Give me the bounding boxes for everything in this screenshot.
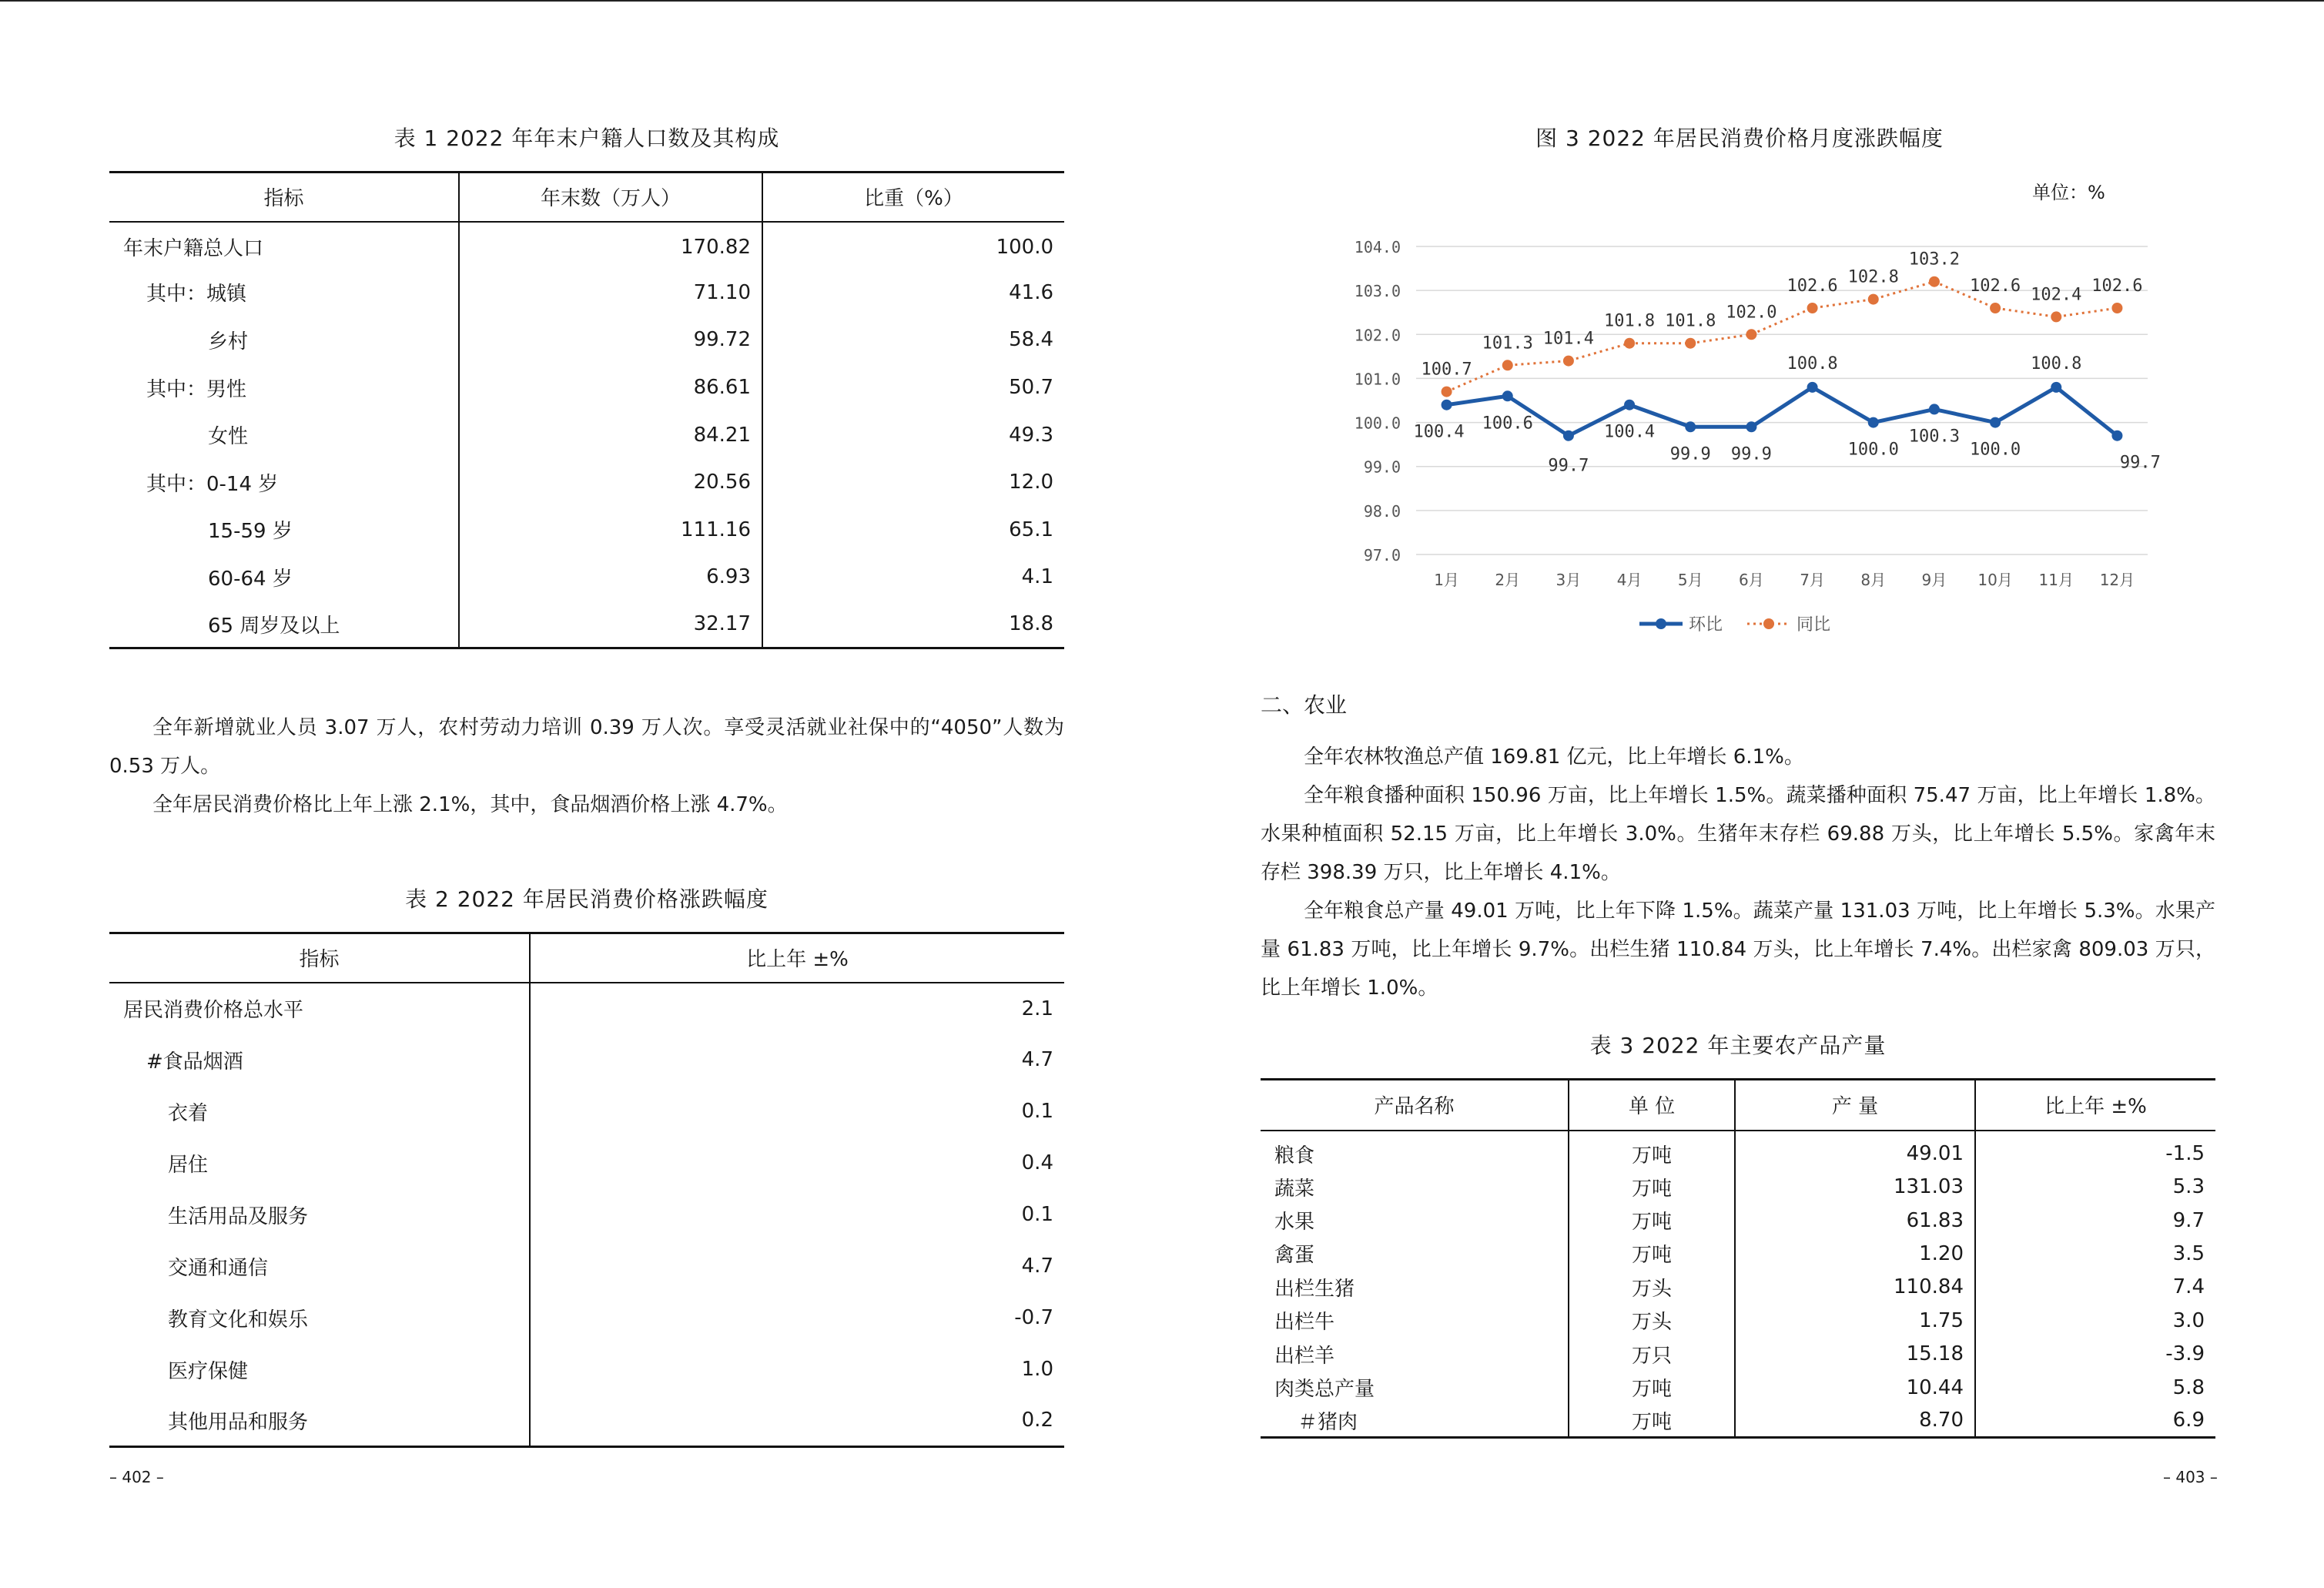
data-point [1502, 390, 1513, 401]
table-row [109, 222, 1064, 270]
row-output: 61.83 [1735, 1204, 1975, 1237]
table-row [109, 554, 1064, 601]
data-point [1442, 400, 1452, 410]
data-point [1807, 382, 1818, 393]
legend-marker [1763, 618, 1774, 629]
table-row [1261, 1131, 2215, 1171]
row-share: 50.7 [762, 363, 1064, 411]
row-label: 乡村 [208, 330, 249, 353]
legend-marker [1656, 618, 1666, 629]
row-unit: 万吨 [1569, 1171, 1735, 1204]
row-label: #食品烟酒 [146, 1050, 243, 1074]
section-title-agriculture: 二、农业 [1261, 692, 1348, 718]
row-share: 41.6 [762, 269, 1064, 317]
table3-header-output: 产 量 [1735, 1080, 1975, 1131]
data-label: 99.7 [2119, 453, 2161, 473]
table-row [109, 601, 1064, 648]
paragraph: 全年新增就业人员 3.07 万人，农村劳动力培训 0.39 万人次。享受灵活就业社保中的“4050”人数为 0.53 万人。 [109, 716, 1064, 778]
table-row [109, 1189, 1064, 1241]
table-row [109, 269, 1064, 317]
table-row [1261, 1337, 2215, 1370]
table2-caption: 表 2 2022 年居民消费价格涨跌幅度 [405, 886, 769, 912]
row-count: 6.93 [459, 554, 762, 601]
y-tick-label: 104.0 [1354, 238, 1401, 256]
data-label: 100.4 [1413, 422, 1465, 442]
data-label: 101.8 [1603, 311, 1656, 331]
row-change: -3.9 [1975, 1337, 2215, 1370]
row-share: 100.0 [762, 222, 1064, 270]
row-label: 生活用品及服务 [168, 1204, 309, 1228]
x-tick-label: 6月 [1739, 571, 1764, 589]
data-point [1990, 417, 2001, 428]
table-row [109, 363, 1064, 411]
right-paragraphs [1261, 738, 2215, 1007]
data-point [1807, 303, 1818, 313]
row-output: 131.03 [1735, 1171, 1975, 1204]
table1-header-count: 年末数（万人） [459, 173, 762, 222]
row-count: 32.17 [459, 601, 762, 648]
row-value: 0.4 [530, 1137, 1064, 1189]
row-name: 出栏羊 [1274, 1344, 1335, 1368]
row-change: 7.4 [1975, 1271, 2215, 1304]
y-tick-label: 100.0 [1354, 414, 1401, 433]
data-label: 102.6 [1787, 276, 1838, 296]
table-row [1261, 1271, 2215, 1304]
data-point [1685, 338, 1696, 349]
row-unit: 万头 [1569, 1271, 1735, 1304]
table-row [1261, 1171, 2215, 1204]
data-label: 100.6 [1482, 414, 1533, 434]
table-row [109, 1137, 1064, 1189]
row-share: 65.1 [762, 506, 1064, 554]
y-tick-label: 102.0 [1354, 326, 1401, 345]
data-label: 100.8 [1787, 353, 1838, 374]
table1-header-indicator: 指标 [109, 173, 459, 222]
row-name: 出栏生猪 [1274, 1277, 1355, 1301]
row-unit: 万吨 [1569, 1131, 1735, 1171]
row-value: 1.0 [530, 1344, 1064, 1395]
row-count: 86.61 [459, 363, 762, 411]
x-tick-label: 1月 [1434, 571, 1459, 589]
data-label: 102.0 [1726, 303, 1777, 323]
x-tick-label: 4月 [1616, 571, 1643, 589]
data-point [1563, 431, 1574, 441]
x-tick-label: 5月 [1677, 571, 1703, 589]
row-label: 其中：男性 [146, 377, 247, 401]
cpi-monthly-chart [1331, 169, 2178, 632]
row-change: 5.8 [1975, 1371, 2215, 1404]
data-point [1746, 421, 1756, 432]
table-row [109, 983, 1064, 1034]
table-row [109, 1344, 1064, 1395]
row-label: 教育文化和娱乐 [168, 1308, 309, 1332]
data-point [1868, 417, 1879, 428]
paragraph: 全年粮食总产量 49.01 万吨，比上年下降 1.5%。蔬菜产量 131.03 万吨，比上年增长 5.3%。水果产量 61.83 万吨，比上年增长 9.7%。出栏生猪 110.84 万头，比上年增长 7.4%。出栏家禽 809.03 万只，比上年增长 1.0%。 [1261, 900, 2215, 1000]
data-label: 100.7 [1421, 360, 1472, 380]
row-unit: 万吨 [1569, 1404, 1735, 1437]
left-paragraphs [109, 709, 1064, 824]
row-label: 衣着 [168, 1101, 209, 1125]
row-label: 其他用品和服务 [109, 1395, 530, 1447]
data-label: 100.4 [1603, 422, 1656, 442]
row-unit: 万头 [1569, 1304, 1735, 1337]
data-point [1502, 360, 1513, 370]
data-label: 100.8 [2031, 353, 2082, 374]
row-label: 年末户籍总人口 [123, 237, 264, 261]
row-change: -1.5 [1975, 1131, 2215, 1171]
row-label: 医疗保健 [168, 1359, 249, 1383]
row-share: 4.1 [762, 554, 1064, 601]
row-change: 6.9 [1975, 1404, 2215, 1437]
row-name: 肉类总产量 [1274, 1378, 1375, 1402]
page-number-right: – 403 – [2163, 1468, 2218, 1486]
data-label: 102.8 [1847, 267, 1899, 287]
table-row [109, 411, 1064, 459]
table2-header-indicator: 指标 [109, 933, 530, 983]
row-count: 99.72 [459, 317, 762, 364]
row-label: 交通和通信 [168, 1256, 269, 1280]
y-tick-label: 103.0 [1354, 282, 1401, 301]
data-point [1563, 356, 1574, 367]
x-tick-label: 12月 [2099, 571, 2135, 589]
cpi-table [109, 932, 1064, 1448]
population-table [109, 171, 1064, 649]
data-point [1929, 276, 1940, 287]
row-label: 居民消费价格总水平 [123, 999, 304, 1022]
table1-caption: 表 1 2022 年年末户籍人口数及其构成 [393, 126, 780, 151]
row-count: 84.21 [459, 411, 762, 459]
row-unit: 万吨 [1569, 1204, 1735, 1237]
table3-header-change: 比上年 ±% [1975, 1080, 2215, 1131]
row-name: 禽蛋 [1274, 1244, 1315, 1268]
x-tick-label: 2月 [1495, 571, 1521, 589]
row-unit: 万吨 [1569, 1237, 1735, 1270]
table-row [109, 1395, 1064, 1447]
data-label: 99.7 [1548, 456, 1589, 476]
row-change: 5.3 [1975, 1171, 2215, 1204]
data-label: 99.9 [1730, 444, 1772, 464]
table-row [109, 1292, 1064, 1344]
row-label: 65 周岁及以上 [109, 601, 459, 648]
row-value: -0.7 [530, 1292, 1064, 1344]
data-label: 99.9 [1669, 444, 1711, 464]
legend-label: 环比 [1689, 615, 1723, 632]
data-point [1929, 404, 1940, 414]
row-unit: 万只 [1569, 1337, 1735, 1370]
table-row [109, 506, 1064, 554]
row-unit: 万吨 [1569, 1371, 1735, 1404]
chart-unit-label: 单位：% [2032, 182, 2105, 203]
table-row [1261, 1404, 2215, 1437]
table-row [109, 317, 1064, 364]
table1-header-share: 比重（%） [762, 173, 1064, 222]
x-tick-label: 9月 [1921, 571, 1947, 589]
y-tick-label: 99.0 [1363, 457, 1401, 477]
row-name: 蔬菜 [1274, 1177, 1315, 1201]
table-row [109, 1241, 1064, 1292]
row-share: 49.3 [762, 411, 1064, 459]
legend-label: 同比 [1797, 615, 1831, 632]
row-label: 女性 [208, 425, 249, 449]
row-label: 60-64 岁 [208, 567, 293, 591]
row-output: 1.75 [1735, 1304, 1975, 1337]
row-count: 170.82 [459, 222, 762, 270]
row-output: 10.44 [1735, 1371, 1975, 1404]
data-label: 103.2 [1908, 250, 1961, 270]
data-label: 101.3 [1482, 333, 1533, 353]
row-output: 110.84 [1735, 1271, 1975, 1304]
paragraph: 全年农林牧渔总产值 169.81 亿元，比上年增长 6.1%。 [1304, 745, 1804, 769]
row-count: 71.10 [459, 269, 762, 317]
row-share: 58.4 [762, 317, 1064, 364]
data-point [1624, 400, 1635, 410]
chart-svg [1331, 169, 2178, 632]
data-label: 102.6 [1969, 276, 2021, 296]
y-tick-label: 98.0 [1363, 501, 1401, 521]
x-tick-label: 11月 [2038, 571, 2074, 589]
row-change: 9.7 [1975, 1204, 2215, 1237]
row-share: 12.0 [762, 458, 1064, 506]
row-count: 111.16 [459, 506, 762, 554]
page-right [1162, 0, 2324, 1588]
chart-caption: 图 3 2022 年居民消费价格月度涨跌幅度 [1535, 126, 1944, 151]
table-row [1261, 1237, 2215, 1270]
x-tick-label: 8月 [1860, 571, 1887, 589]
data-point [1868, 294, 1879, 305]
data-point [1442, 387, 1452, 397]
data-point [2111, 431, 2122, 441]
data-label: 101.4 [1542, 329, 1595, 349]
row-value: 0.2 [530, 1395, 1064, 1447]
paragraph: 全年居民消费价格比上年上涨 2.1%，其中，食品烟酒价格上涨 4.7%。 [152, 793, 788, 816]
row-change: 3.5 [1975, 1237, 2215, 1270]
row-output: 8.70 [1735, 1404, 1975, 1437]
series-line-mom [1447, 387, 2118, 436]
row-label: 其中：0-14 岁 [146, 472, 279, 496]
data-label: 100.3 [1908, 427, 1961, 447]
data-point [2111, 303, 2122, 313]
row-label: 居住 [168, 1153, 209, 1177]
data-label: 100.0 [1847, 440, 1899, 460]
x-tick-label: 3月 [1555, 571, 1582, 589]
row-value: 0.1 [530, 1189, 1064, 1241]
row-output: 1.20 [1735, 1237, 1975, 1270]
data-label: 102.6 [2091, 276, 2143, 296]
x-tick-label: 10月 [1977, 571, 2013, 589]
table-row [1261, 1371, 2215, 1404]
row-name: 出栏牛 [1274, 1311, 1335, 1335]
x-tick-label: 7月 [1800, 571, 1825, 589]
y-tick-label: 97.0 [1363, 546, 1401, 565]
row-value: 0.1 [530, 1086, 1064, 1137]
table-row [109, 1086, 1064, 1137]
row-name: ＃猪肉 [1261, 1404, 1569, 1437]
row-value: 4.7 [530, 1241, 1064, 1292]
data-label: 102.4 [2031, 285, 2082, 305]
data-label: 101.8 [1665, 311, 1716, 331]
table-row [109, 1034, 1064, 1086]
row-output: 15.18 [1735, 1337, 1975, 1370]
data-point [1990, 303, 2001, 313]
table3-header-name: 产品名称 [1261, 1080, 1569, 1131]
row-value: 2.1 [530, 983, 1064, 1034]
table3-caption: 表 3 2022 年主要农产品产量 [1589, 1033, 1887, 1058]
paragraph: 全年粮食播种面积 150.96 万亩，比上年增长 1.5%。蔬菜播种面积 75.47 万亩，比上年增长 1.8%。水果种植面积 52.15 万亩，比上年增长 3.0%。生猪年末存栏 69.88 万头，比上年增长 5.5%。家禽年末存栏 398.39 万只，比上年增长 4.1%。 [1261, 784, 2215, 884]
row-output: 49.01 [1735, 1131, 1975, 1171]
table3-header-unit: 单 位 [1569, 1080, 1735, 1131]
data-point [2051, 311, 2061, 322]
table2-header-change: 比上年 ±% [530, 933, 1064, 983]
row-label: 15-59 岁 [208, 520, 293, 544]
data-point [1746, 329, 1756, 340]
data-point [1624, 338, 1635, 349]
table-row [1261, 1304, 2215, 1337]
row-name: 粮食 [1274, 1144, 1315, 1168]
row-count: 20.56 [459, 458, 762, 506]
row-value: 4.7 [530, 1034, 1064, 1086]
data-label: 100.0 [1969, 440, 2021, 460]
row-change: 3.0 [1975, 1304, 2215, 1337]
row-label: 其中：城镇 [146, 283, 247, 307]
table-row [109, 458, 1064, 506]
page-number-left: – 402 – [109, 1468, 164, 1486]
data-point [2051, 382, 2061, 393]
y-tick-label: 101.0 [1354, 370, 1401, 389]
agri-products-table [1261, 1078, 2215, 1439]
row-name: 水果 [1274, 1211, 1315, 1235]
row-share: 18.8 [762, 601, 1064, 648]
table-row [1261, 1204, 2215, 1237]
data-point [1685, 421, 1696, 432]
